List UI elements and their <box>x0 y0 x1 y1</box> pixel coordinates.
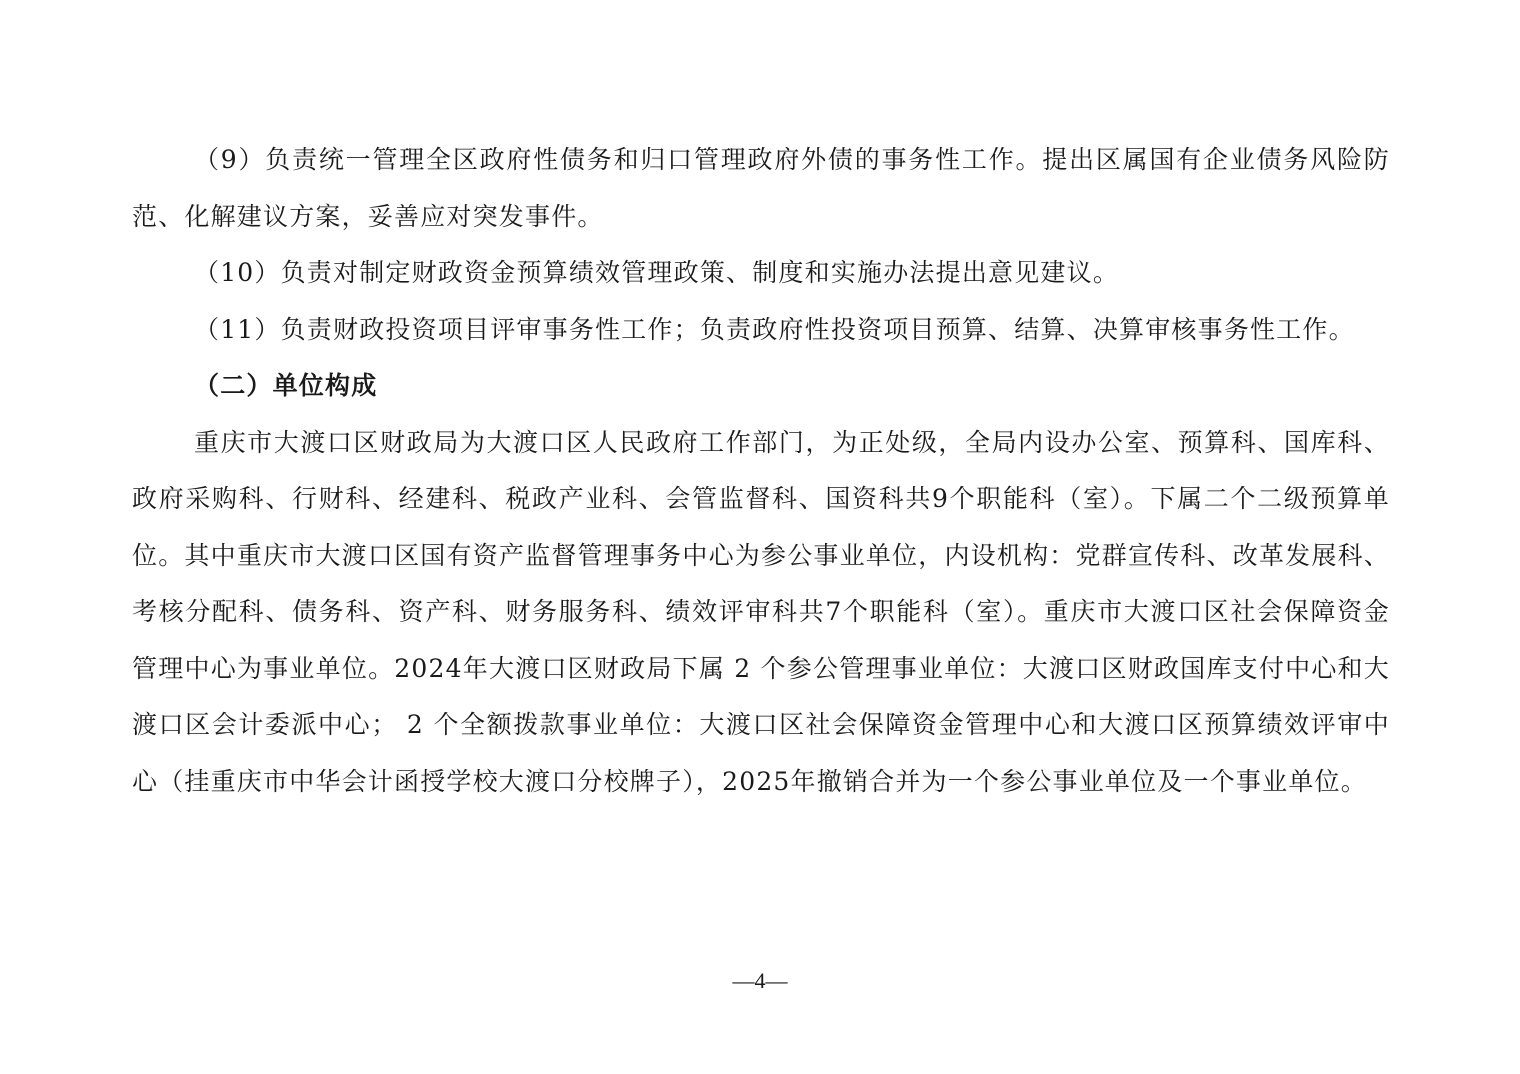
paragraph-item-11: （11）负责财政投资项目评审事务性工作；负责政府性投资项目预算、结算、决算审核事务性工作。 <box>194 314 1355 344</box>
section-heading: （二）单位构成 <box>194 371 378 400</box>
page-number: —4— <box>732 968 788 993</box>
paragraph-item-10: （10）负责对制定财政资金预算绩效管理政策、制度和实施办法提出意见建议。 <box>194 258 1120 287</box>
unit-composition-paragraph: 重庆市大渡口区财政局为大渡口区人民政府工作部门，为正处级，全局内设办公室、预算科、国库科、政府采购科、行财科、经建科、税政产业科、会管监督科、国资科共9个职能科（室）。下属二个二级预算单位。其中重庆市大渡口区国有资产监督管理事务中心为参公事业单位，内设机构：党群宣传科、改革发展科、考核分配科、债务科、资产科、财务服务科、绩效评审科共7个职能科（室）。重庆市大渡口区社会保障资金管理中心为事业单位。2024年大渡口区财政局下属 2 个参公管理事业单位：大渡口区财政国库支付中心和大渡口区会计委派中心； 2 个全额拨款事业单位：大渡口区社会保障资金管理中心和大渡口区预算绩效评审中心（挂重庆市中华会计函授学校大渡口分校牌子），2025年撤销合并为一个参公事业单位及一个事业单位。 <box>132 427 1390 796</box>
document-page <box>132 132 1390 810</box>
paragraph-item-9: （9）负责统一管理全区政府性债务和归口管理政府外债的事务性工作。提出区属国有企业债务风险防范、化解建议方案，妥善应对突发事件。 <box>132 145 1390 231</box>
